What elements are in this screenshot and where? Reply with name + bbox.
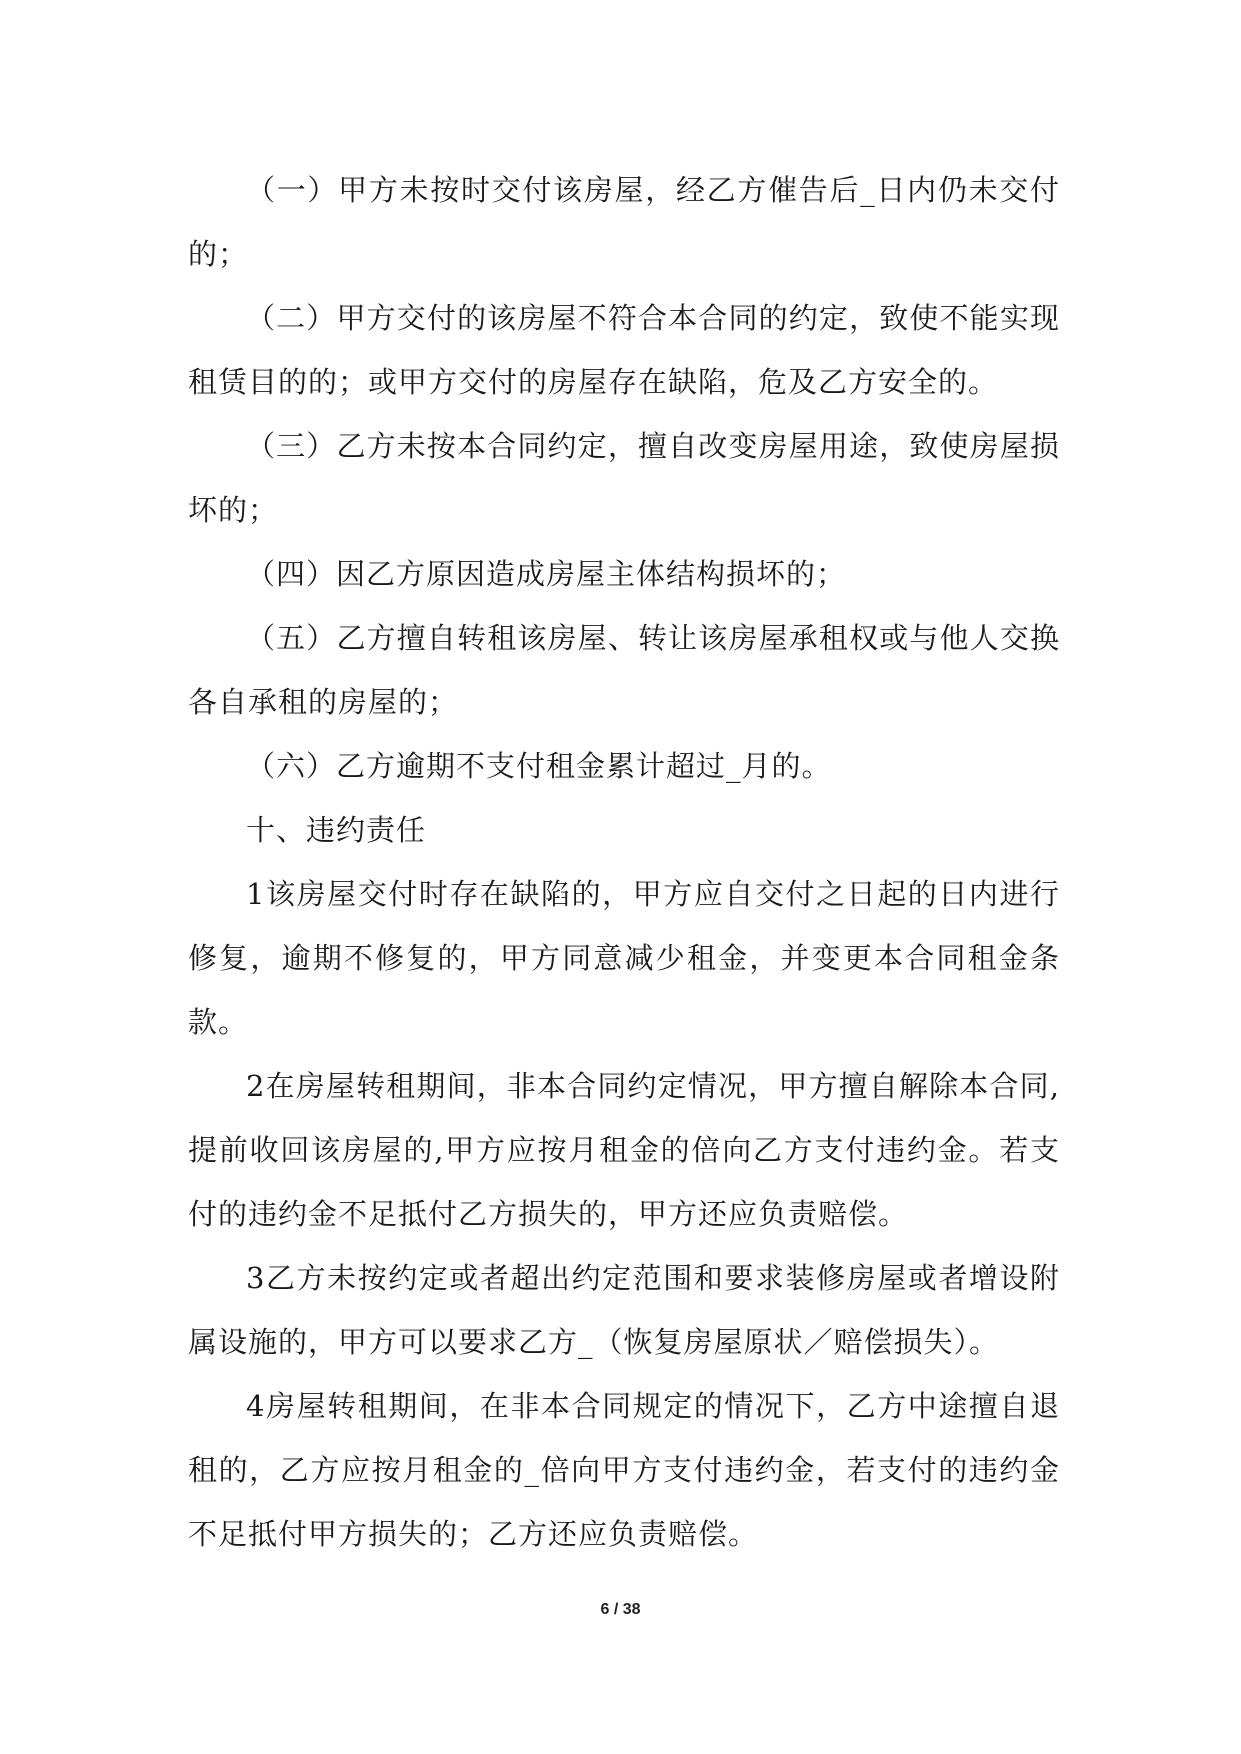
liability-paragraph-4: 4房屋转租期间，在非本合同规定的情况下，乙方中途擅自退租的，乙方应按月租金的_倍向甲方支付违约金，若支付的违约金不足抵付甲方损失的；乙方还应负责赔偿。	[188, 1389, 1060, 1551]
liability-paragraph-1: 1该房屋交付时存在缺陷的，甲方应自交付之日起的日内进行修复，逾期不修复的，甲方同意减少租金，并变更本合同租金条款。	[188, 877, 1060, 1039]
clause-paragraph-1: （一）甲方未按时交付该房屋，经乙方催告后_日内仍未交付的；	[188, 173, 1060, 271]
liability-paragraph-2: 2在房屋转租期间，非本合同约定情况，甲方擅自解除本合同,提前收回该房屋的,甲方应按月租金的倍向乙方支付违约金。若支付的违约金不足抵付乙方损失的，甲方还应负责赔偿。	[188, 1069, 1060, 1231]
liability-paragraph-3: 3乙方未按约定或者超出约定范围和要求装修房屋或者增设附属设施的，甲方可以要求乙方_（恢复房屋原状／赔偿损失）。	[188, 1261, 1060, 1359]
section-heading: 十、违约责任	[246, 813, 427, 847]
clause-paragraph-4: （四）因乙方原因造成房屋主体结构损坏的；	[246, 557, 847, 591]
clause-paragraph-5: （五）乙方擅自转租该房屋、转让该房屋承租权或与他人交换各自承租的房屋的；	[188, 621, 1060, 719]
page-number: 6 / 38	[600, 1601, 641, 1618]
clause-paragraph-3: （三）乙方未按本合同约定，擅自改变房屋用途，致使房屋损坏的；	[188, 429, 1060, 527]
clause-paragraph-2: （二）甲方交付的该房屋不符合本合同的约定，致使不能实现租赁目的的；或甲方交付的房屋存在缺陷，危及乙方安全的。	[188, 301, 1060, 399]
clause-paragraph-6: （六）乙方逾期不支付租金累计超过_月的。	[246, 749, 832, 783]
document-body	[188, 158, 1060, 1566]
